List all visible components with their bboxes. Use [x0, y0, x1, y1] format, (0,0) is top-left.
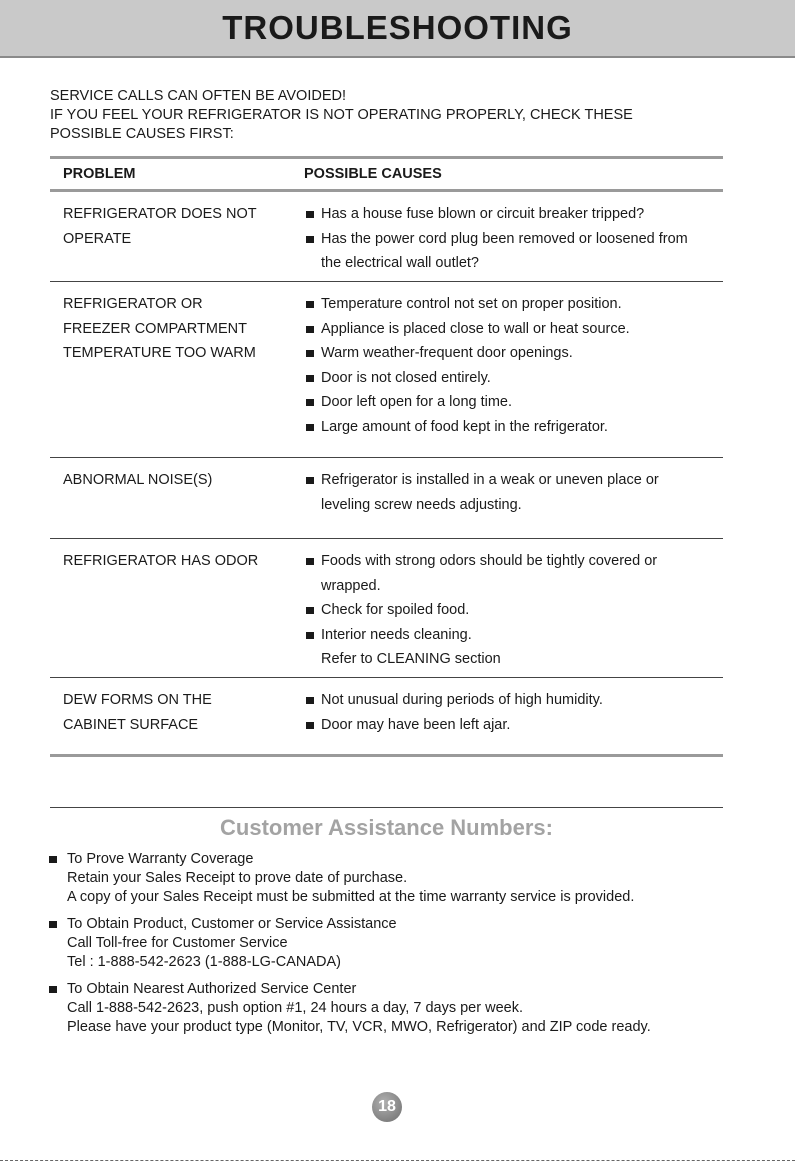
- page-title: TROUBLESHOOTING: [222, 9, 573, 46]
- assistance-line: Retain your Sales Receipt to prove date of purchase.: [67, 870, 408, 886]
- bullet-square-icon: [304, 292, 321, 317]
- cause-line: wrapped.: [321, 577, 381, 594]
- cause-line: Not unusual during periods of high humidity.: [321, 692, 603, 708]
- intro-line: IF YOU FEEL YOUR REFRIGERATOR IS NOT OPERATING PROPERLY, CHECK THESE: [50, 107, 633, 123]
- bullet-square-icon: [304, 317, 321, 342]
- cause-item: [304, 415, 723, 440]
- bullet-square-icon: [304, 366, 321, 391]
- cause-line: Refrigerator is installed in a weak or uneven place or: [321, 472, 659, 488]
- cause-item: [304, 227, 723, 276]
- cause-item: [304, 292, 723, 317]
- causes-cell: [304, 539, 723, 677]
- cause-item: [304, 202, 723, 227]
- table-row: [50, 281, 723, 457]
- bullet-square-icon: [304, 713, 321, 738]
- bullet-square-icon: [304, 415, 321, 440]
- page-number-badge: 18: [372, 1092, 402, 1122]
- bullet-square-icon: [304, 468, 321, 517]
- table-row: [50, 538, 723, 677]
- cause-item: [304, 688, 723, 713]
- bullet-square-icon: [304, 623, 321, 672]
- bullet-square-icon: [48, 850, 67, 907]
- bullet-square-icon: [304, 598, 321, 623]
- table-row: [50, 677, 723, 754]
- table-row: [50, 192, 723, 281]
- problem-line: REFRIGERATOR OR: [63, 296, 203, 312]
- problem-cell: [50, 678, 304, 754]
- assistance-line: To Obtain Nearest Authorized Service Center: [67, 981, 357, 997]
- cause-item: [304, 468, 723, 517]
- table-header: [50, 159, 723, 189]
- troubleshooting-table: [50, 156, 723, 757]
- cause-item: [304, 317, 723, 342]
- problem-cell: [50, 458, 304, 538]
- assistance-item: [48, 980, 748, 1037]
- cause-line: leveling screw needs adjusting.: [321, 496, 522, 513]
- table-bottom-rule: [50, 754, 723, 757]
- problem-line: ABNORMAL NOISE(S): [63, 472, 213, 488]
- problem-line: REFRIGERATOR DOES NOT: [63, 206, 257, 222]
- intro-line: SERVICE CALLS CAN OFTEN BE AVOIDED!: [50, 88, 346, 104]
- problem-line: TEMPERATURE TOO WARM: [63, 345, 256, 361]
- bullet-square-icon: [304, 688, 321, 713]
- assistance-title: Customer Assistance Numbers:: [220, 815, 553, 840]
- assistance-line: Call Toll-free for Customer Service: [67, 935, 288, 951]
- cause-line: Door left open for a long time.: [321, 394, 513, 410]
- cause-line: the electrical wall outlet?: [321, 255, 479, 271]
- bullet-square-icon: [48, 980, 67, 1037]
- cause-line: Check for spoiled food.: [321, 602, 470, 618]
- assistance-line: Tel : 1-888-542-2623 (1-888-LG-CANADA): [67, 954, 342, 970]
- header-problem: PROBLEM: [63, 166, 136, 182]
- problem-line: DEW FORMS ON THE: [63, 692, 212, 708]
- cause-item: [304, 713, 723, 738]
- cause-line: Door is not closed entirely.: [321, 369, 491, 386]
- cause-line: Interior needs cleaning.: [321, 626, 472, 643]
- problem-cell: [50, 192, 304, 281]
- cause-item: [304, 366, 723, 391]
- assistance-line: Please have your product type (Monitor, TV, VCR, MWO, Refrigerator) and ZIP code ready.: [67, 1019, 651, 1035]
- assistance-list: [48, 850, 748, 1045]
- cause-line: Warm weather-frequent door openings.: [321, 345, 573, 361]
- causes-cell: [304, 458, 723, 538]
- table-row: [50, 457, 723, 538]
- intro-line: POSSIBLE CAUSES FIRST:: [50, 126, 234, 142]
- cause-line: Has the power cord plug been removed or loosened from: [321, 230, 688, 247]
- causes-cell: [304, 192, 723, 281]
- cause-line: Appliance is placed close to wall or heat source.: [321, 320, 630, 337]
- cause-item: [304, 623, 723, 672]
- bullet-square-icon: [304, 390, 321, 415]
- intro-text: [50, 87, 750, 144]
- bullet-square-icon: [304, 341, 321, 366]
- bullet-square-icon: [304, 227, 321, 276]
- problem-cell: [50, 282, 304, 457]
- bullet-square-icon: [304, 202, 321, 227]
- assistance-line: A copy of your Sales Receipt must be submitted at the time warranty service is provided.: [67, 889, 635, 905]
- causes-cell: [304, 282, 723, 457]
- cause-item: [304, 390, 723, 415]
- section-divider: [50, 807, 723, 808]
- problem-line: FREEZER COMPARTMENT: [63, 320, 247, 337]
- cause-line: Foods with strong odors should be tightly covered or: [321, 553, 658, 569]
- cause-line: Large amount of food kept in the refrigerator.: [321, 418, 608, 435]
- cause-line: Door may have been left ajar.: [321, 716, 511, 733]
- assistance-line: To Obtain Product, Customer or Service Assistance: [67, 916, 397, 932]
- header-causes: POSSIBLE CAUSES: [304, 166, 442, 182]
- assistance-line: To Prove Warranty Coverage: [67, 851, 254, 867]
- problem-line: CABINET SURFACE: [63, 716, 199, 733]
- causes-cell: [304, 678, 723, 754]
- cause-item: [304, 341, 723, 366]
- bullet-square-icon: [48, 915, 67, 972]
- problem-line: OPERATE: [63, 230, 132, 247]
- assistance-item: [48, 850, 748, 907]
- bullet-square-icon: [304, 549, 321, 598]
- assistance-line: Call 1-888-542-2623, push option #1, 24 hours a day, 7 days per week.: [67, 1000, 523, 1016]
- cause-item: [304, 598, 723, 623]
- cause-item: [304, 549, 723, 598]
- cause-line: Temperature control not set on proper position.: [321, 296, 622, 312]
- problem-line: REFRIGERATOR HAS ODOR: [63, 553, 259, 569]
- bottom-dashed-rule: [0, 1160, 795, 1161]
- title-bar: [0, 0, 795, 58]
- cause-line: Refer to CLEANING section: [321, 651, 501, 667]
- cause-line: Has a house fuse blown or circuit breaker tripped?: [321, 206, 645, 222]
- assistance-item: [48, 915, 748, 972]
- problem-cell: [50, 539, 304, 677]
